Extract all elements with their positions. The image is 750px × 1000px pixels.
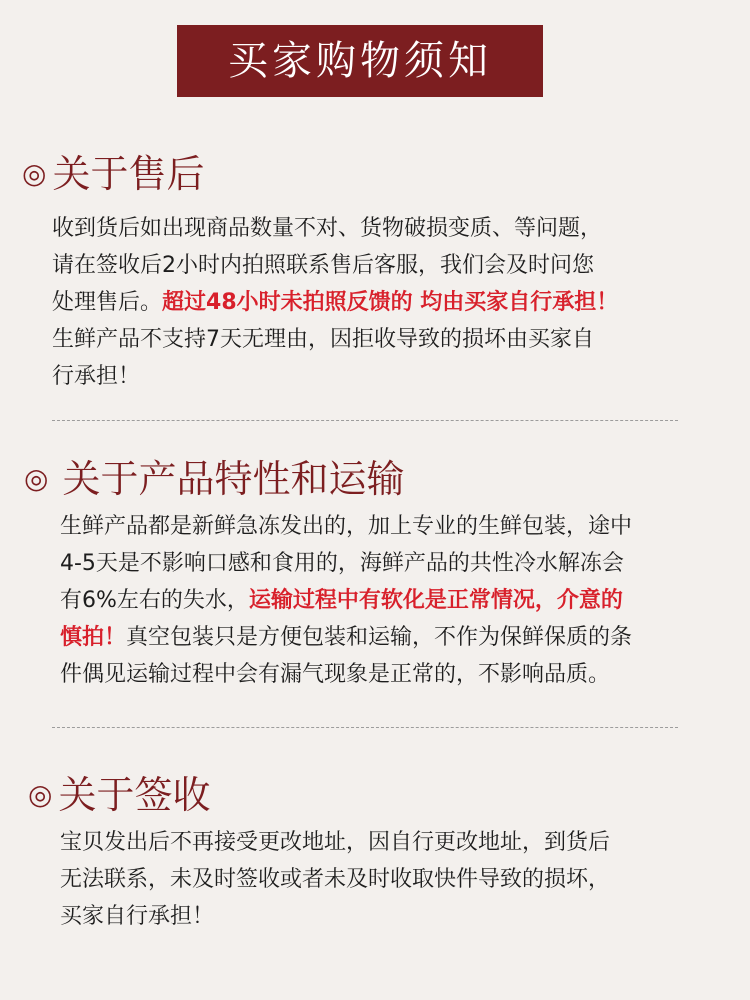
text-line: 件偶见运输过程中会有漏气现象是正常的，不影响品质。 bbox=[60, 662, 611, 687]
text-line bbox=[60, 619, 632, 656]
section-body-receipt bbox=[60, 824, 610, 935]
section-title: 关于售后 bbox=[52, 152, 205, 196]
section-body-after-sales bbox=[52, 210, 618, 395]
text-line: 生鲜产品都是新鲜急冻发出的，加上专业的生鲜包装，途中 bbox=[60, 514, 633, 539]
section-heading-product-shipping bbox=[24, 457, 405, 501]
title-banner bbox=[177, 25, 543, 97]
text-line: 收到货后如出现商品数量不对、货物破损变质、等问题， bbox=[52, 216, 603, 241]
warning-text: 慎拍！ bbox=[60, 625, 127, 650]
section-body-product-shipping bbox=[60, 508, 632, 693]
section-title: 关于产品特性和运输 bbox=[62, 457, 405, 501]
text-line: 无法联系，未及时签收或者未及时收取快件导致的损坏， bbox=[60, 867, 611, 892]
dashed-divider bbox=[52, 727, 678, 728]
text-line: 买家自行承担！ bbox=[60, 904, 215, 929]
text-segment: 处理售后。 bbox=[52, 290, 163, 315]
warning-text: 运输过程中有软化是正常情况，介意的 bbox=[248, 588, 623, 613]
section-heading-receipt bbox=[28, 773, 211, 817]
text-segment: 有6%左右的失水， bbox=[60, 588, 249, 613]
text-line bbox=[52, 284, 618, 321]
text-line: 行承担！ bbox=[52, 364, 141, 389]
text-line: 生鲜产品不支持7天无理由，因拒收导致的损坏由买家自 bbox=[52, 327, 594, 352]
bullseye-icon: ◎ bbox=[28, 778, 53, 811]
bullseye-icon: ◎ bbox=[24, 462, 49, 495]
warning-text: 超过48小时未拍照反馈的 均由买家自行承担！ bbox=[162, 290, 619, 315]
dashed-divider bbox=[52, 420, 678, 421]
bullseye-icon: ◎ bbox=[22, 157, 47, 190]
text-line: 4-5天是不影响口感和食用的，海鲜产品的共性冷水解冻会 bbox=[60, 551, 624, 576]
text-line bbox=[60, 582, 632, 619]
text-line: 宝贝发出后不再接受更改地址，因自行更改地址，到货后 bbox=[60, 830, 611, 855]
section-heading-after-sales bbox=[22, 152, 205, 196]
page-title: 买家购物须知 bbox=[228, 38, 492, 84]
text-line: 请在签收后2小时内拍照联系售后客服，我们会及时问您 bbox=[52, 253, 594, 278]
section-title: 关于签收 bbox=[58, 773, 211, 817]
text-segment: 真空包装只是方便包装和运输，不作为保鲜保质的条 bbox=[126, 625, 633, 650]
